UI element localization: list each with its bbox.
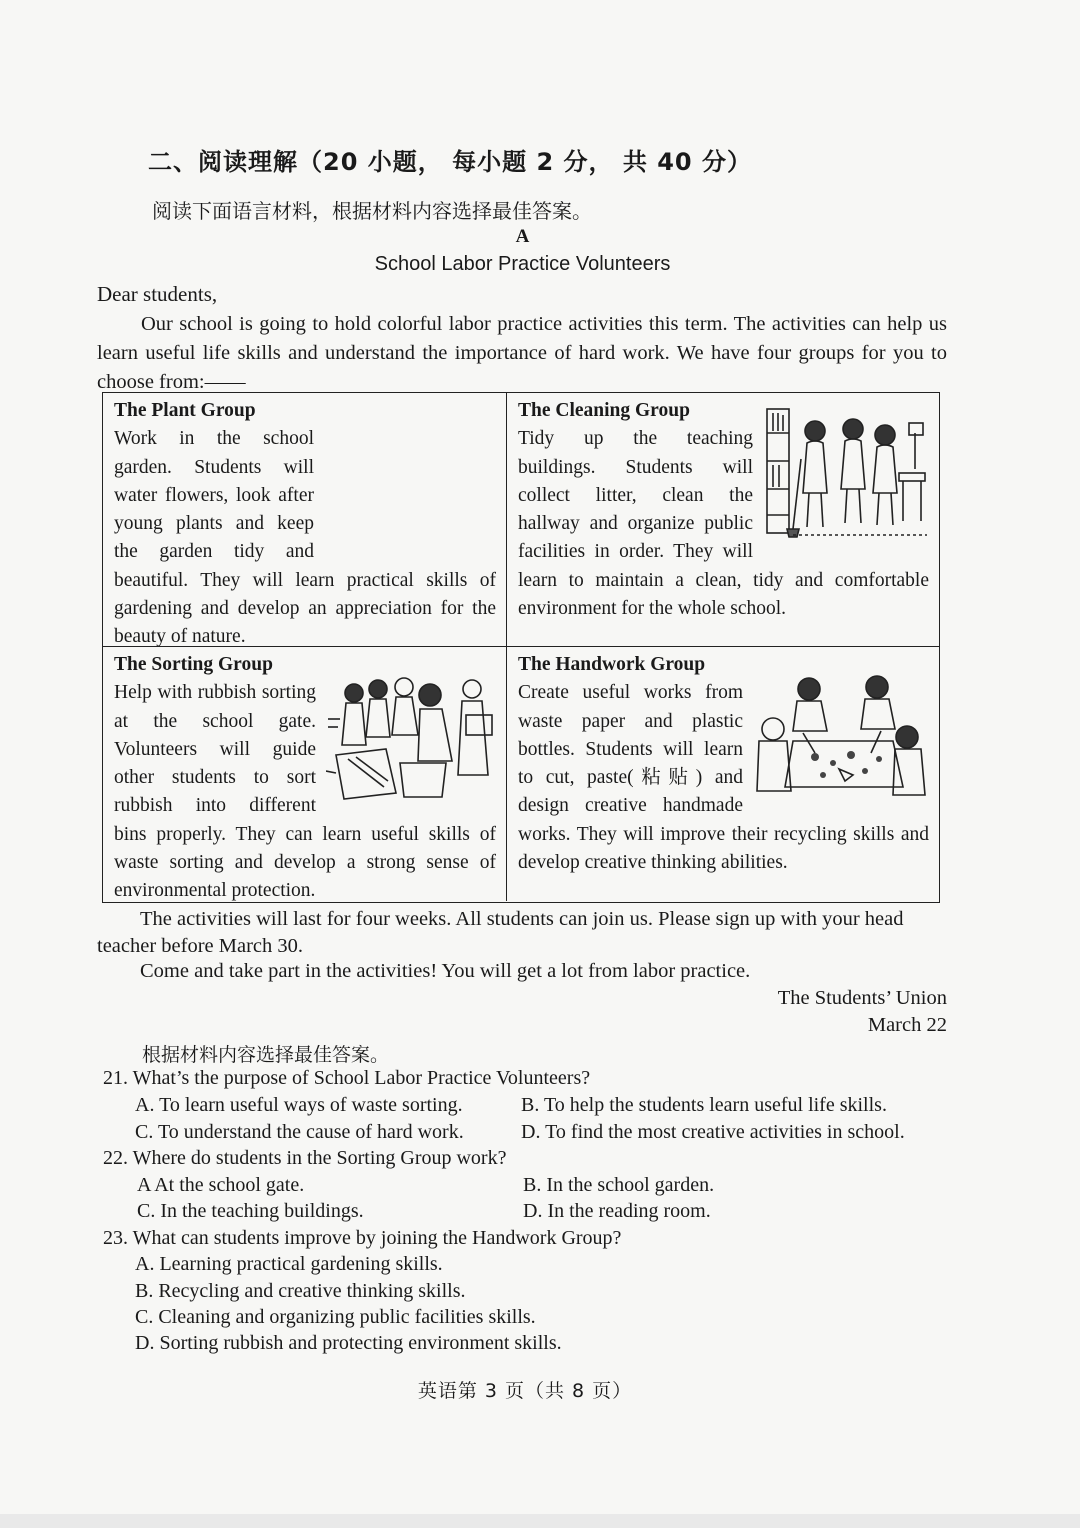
cleaning-group-text: Tidy up the teaching buildings. Students will collect litter, clean the hallway and organize public facilities in order. They will learn to maintain a clean, tidy and comfortable environment for the whole school. xyxy=(518,428,929,620)
sorting-group-cell xyxy=(103,647,507,901)
groups-table xyxy=(102,392,940,903)
question-22-stem: 22. Where do students in the Sorting Group work? xyxy=(103,1147,507,1169)
question-21-stem: 21. What’s the purpose of School Labor Practice Volunteers? xyxy=(103,1067,591,1089)
question-23-option-b: B. Recycling and creative thinking skills. xyxy=(135,1280,466,1302)
sorting-group-title: The Sorting Group xyxy=(114,654,273,675)
passage-letter: A xyxy=(515,226,530,247)
handwork-group-text: Create useful works from waste paper and plastic bottles. Students will learn to cut, paste(粘贴) and design creative handmade works. They will improve their recycling skills and develop creative thinking abilities. xyxy=(518,682,929,874)
scan-bottom-edge xyxy=(0,1514,1080,1528)
sorting-illustration xyxy=(326,675,496,803)
question-21-option-a: A. To learn useful ways of waste sorting. xyxy=(135,1094,463,1116)
signature-date: March 22 xyxy=(867,1014,947,1036)
question-22-option-b: B. In the school garden. xyxy=(523,1174,715,1196)
question-23-option-a: A. Learning practical gardening skills. xyxy=(135,1253,443,1275)
section-title: 二、阅读理解（20 小题， 每小题 2 分， 共 40 分） xyxy=(148,148,752,176)
cleaning-illustration xyxy=(763,403,929,543)
question-22-option-a: A At the school gate. xyxy=(137,1174,305,1196)
intro-paragraph: Our school is going to hold colorful labor practice activities this term. The activities can help us learn useful life skills and understand the importance of hard work. We have four groups for you to choose from:—— xyxy=(97,313,947,393)
question-21-option-b: B. To help the students learn useful life skills. xyxy=(521,1094,887,1116)
plant-group-spacer xyxy=(314,425,496,565)
closing-paragraph-2: Come and take part in the activities! You will get a lot from labor practice. xyxy=(140,960,751,982)
closing-paragraph-1: The activities will last for four weeks. All students can join us. Please sign up with your head teacher before March 30. xyxy=(97,908,904,957)
plant-group-title: The Plant Group xyxy=(114,400,256,421)
handwork-group-title: The Handwork Group xyxy=(518,654,706,675)
greeting: Dear students, xyxy=(97,282,218,306)
section-instruction: 阅读下面语言材料，根据材料内容选择最佳答案。 xyxy=(152,199,592,223)
question-23-option-c: C. Cleaning and organizing public facilities skills. xyxy=(135,1306,536,1328)
plant-group-cell xyxy=(103,393,507,647)
question-21-option-c: C. To understand the cause of hard work. xyxy=(135,1121,464,1143)
cleaning-group-title: The Cleaning Group xyxy=(518,400,690,421)
passage-title: School Labor Practice Volunteers xyxy=(374,253,671,275)
signature: The Students’ Union xyxy=(777,987,947,1009)
question-22-option-c: C. In the teaching buildings. xyxy=(137,1200,364,1222)
question-23-option-d: D. Sorting rubbish and protecting environment skills. xyxy=(135,1332,562,1354)
handwork-group-cell xyxy=(507,647,939,901)
sorting-group-text: Help with rubbish sorting at the school gate. Volunteers will guide other students to sort rubbish into different bins properly. They can learn useful skills of waste sorting and develop a strong sense of environmental protection. xyxy=(114,682,496,901)
cleaning-group-cell xyxy=(507,393,939,647)
question-21-option-d: D. To find the most creative activities in school. xyxy=(521,1121,905,1143)
questions-instruction: 根据材料内容选择最佳答案。 xyxy=(142,1044,390,1066)
plant-group-text: Work in the school garden. Students will water flowers, look after young plants and keep the garden tidy and beautiful. They will learn practical skills of gardening and develop an appreciation for the beauty of nature. xyxy=(114,428,496,647)
question-23-stem: 23. What can students improve by joining the Handwork Group? xyxy=(103,1227,622,1249)
page-footer: 英语第 3 页（共 8 页） xyxy=(417,1380,633,1402)
handwork-illustration xyxy=(753,671,929,801)
question-22-option-d: D. In the reading room. xyxy=(523,1200,711,1222)
